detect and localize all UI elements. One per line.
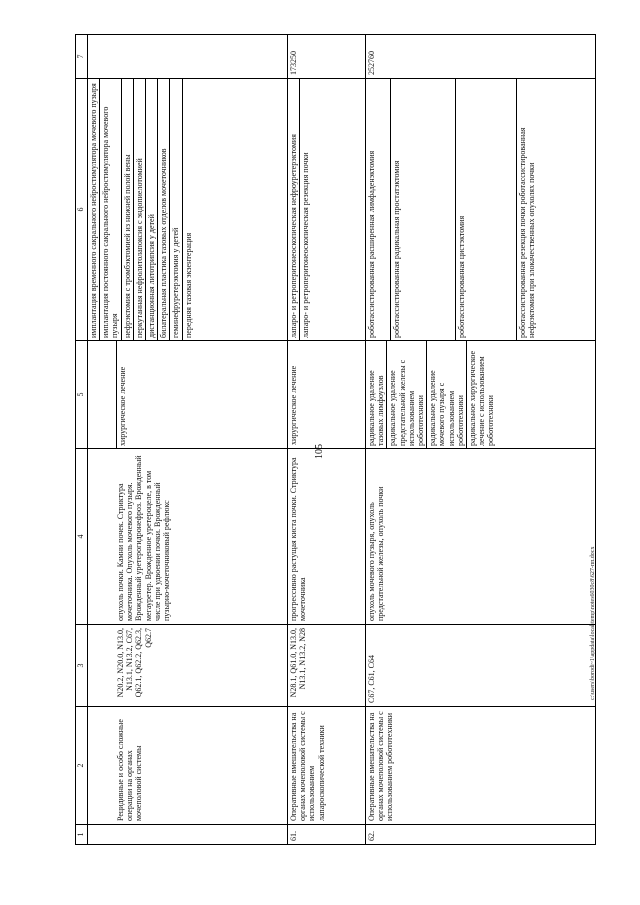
treatment-type: хирургическое лечение <box>118 366 127 446</box>
treatment-type <box>88 341 117 448</box>
icd-codes: N20.2, N20.0, N13.0, N13.1, N13.2, C67, Q62.1, Q62.2, Q62.3, Q62.7 <box>88 625 288 707</box>
cost <box>88 35 288 79</box>
procedure-item: передняя тазовая экзентерация <box>183 232 193 338</box>
procedure-item: нефрэктомия с тромбэктомией из нижней полой вены <box>121 79 133 340</box>
procedure-item: имплантация постоянного сакрального нейростимулятора мочевого пузыря <box>100 79 121 340</box>
treatment-type: радикальное удаление предстательной железы с использованием робототехники <box>387 341 427 448</box>
row-number: 62. <box>366 825 596 845</box>
treatment-type: радикальное удаление тазовых лимфоузлов <box>366 341 387 448</box>
treatment-type: радикальное удаление мочевого пузыря с использованием робототехники <box>427 341 467 448</box>
procedure-item: геминефруретерэктомия у детей <box>170 79 182 340</box>
procedure-item: лапаро- и ретроперитонеоскопическая нефроуретерэктомия <box>288 79 300 340</box>
diagnosis: прогрессивно растущая киста почки. Стриктура мочеточника <box>288 449 366 625</box>
treatment-type: хирургическое лечение <box>288 341 366 449</box>
procedure-item: роботассистированная радикальная простатэктомия <box>391 79 456 340</box>
diagnosis: опухоль почки. Камни почек. Стриктура мочеточника. Опухоль мочевого пузыря. Врожденный уретерогидронефроз. Врожденный мегауретер. Врожденное уретероцеле, в том числе при удвоении почки. Врожденный пузырно-мочеточниковый рефлюкс <box>88 449 288 625</box>
procedure-item: перкутанная нефролитолапоксия с эндопиелотомией <box>133 79 145 340</box>
header-cell: 5 <box>76 341 88 449</box>
row-number <box>88 825 288 845</box>
group-name: Оперативные вмешательства на органах мочеполовой системы с использованием лапароскопической техники <box>288 707 366 825</box>
procedure-item: роботассистированная резекция почки роботассистированная нефрэктомия при злокачественных опухолях почки <box>518 127 537 338</box>
header-cell: 2 <box>76 707 88 825</box>
diagnosis: опухоль мочевого пузыря, опухоль предстательной железы, опухоль почки <box>366 449 596 625</box>
cost: 252760 <box>366 35 596 79</box>
procedure-item: дистанционная литотрипсия у детей <box>145 79 157 340</box>
header-cell: 7 <box>76 35 88 79</box>
table-row-continued <box>88 35 288 845</box>
procedure-item: роботассистированная цистэктомия <box>456 79 517 340</box>
icd-codes: C67, C61, C64 <box>366 625 596 707</box>
icd-codes: N28.1, Q61.0, N13.0, N13.1, N13.2, N28 <box>288 625 366 707</box>
procedure-item: имплантация временного сакрального нейростимулятора мочевого пузыря <box>88 79 100 340</box>
page-number: 105 <box>314 444 325 459</box>
procedure-table <box>75 34 596 845</box>
file-path-footer: c:\users\borodi~1\appdata\local\temp\notes6030c8\627-пп.docx <box>590 546 596 700</box>
group-name: Оперативные вмешательства на органах мочеполовой системы с использованием робототехники <box>366 707 596 825</box>
cost: 173250 <box>288 35 366 79</box>
procedure-item: лапаро- и ретроперитонеоскопическая резекция почки <box>301 152 311 338</box>
header-cell: 4 <box>76 449 88 625</box>
procedure-item: билатеральная пластика тазовых отделов мочеточников <box>158 79 170 340</box>
treatment-type: радикальное хирургическое лечение с использованием робототехники <box>467 350 496 446</box>
header-row <box>76 35 88 845</box>
header-cell: 6 <box>76 79 88 341</box>
procedure-item: роботассистированная расширенная лимфаденэктомия <box>366 79 391 340</box>
rotated-table-page <box>75 35 625 845</box>
group-name: Рецидивные и особо сложные операции на органах мочеполовой системы <box>88 707 288 825</box>
table-row <box>288 35 366 845</box>
header-cell: 1 <box>76 825 88 845</box>
table-row <box>366 35 596 845</box>
header-cell: 3 <box>76 625 88 707</box>
row-number: 61. <box>288 825 366 845</box>
